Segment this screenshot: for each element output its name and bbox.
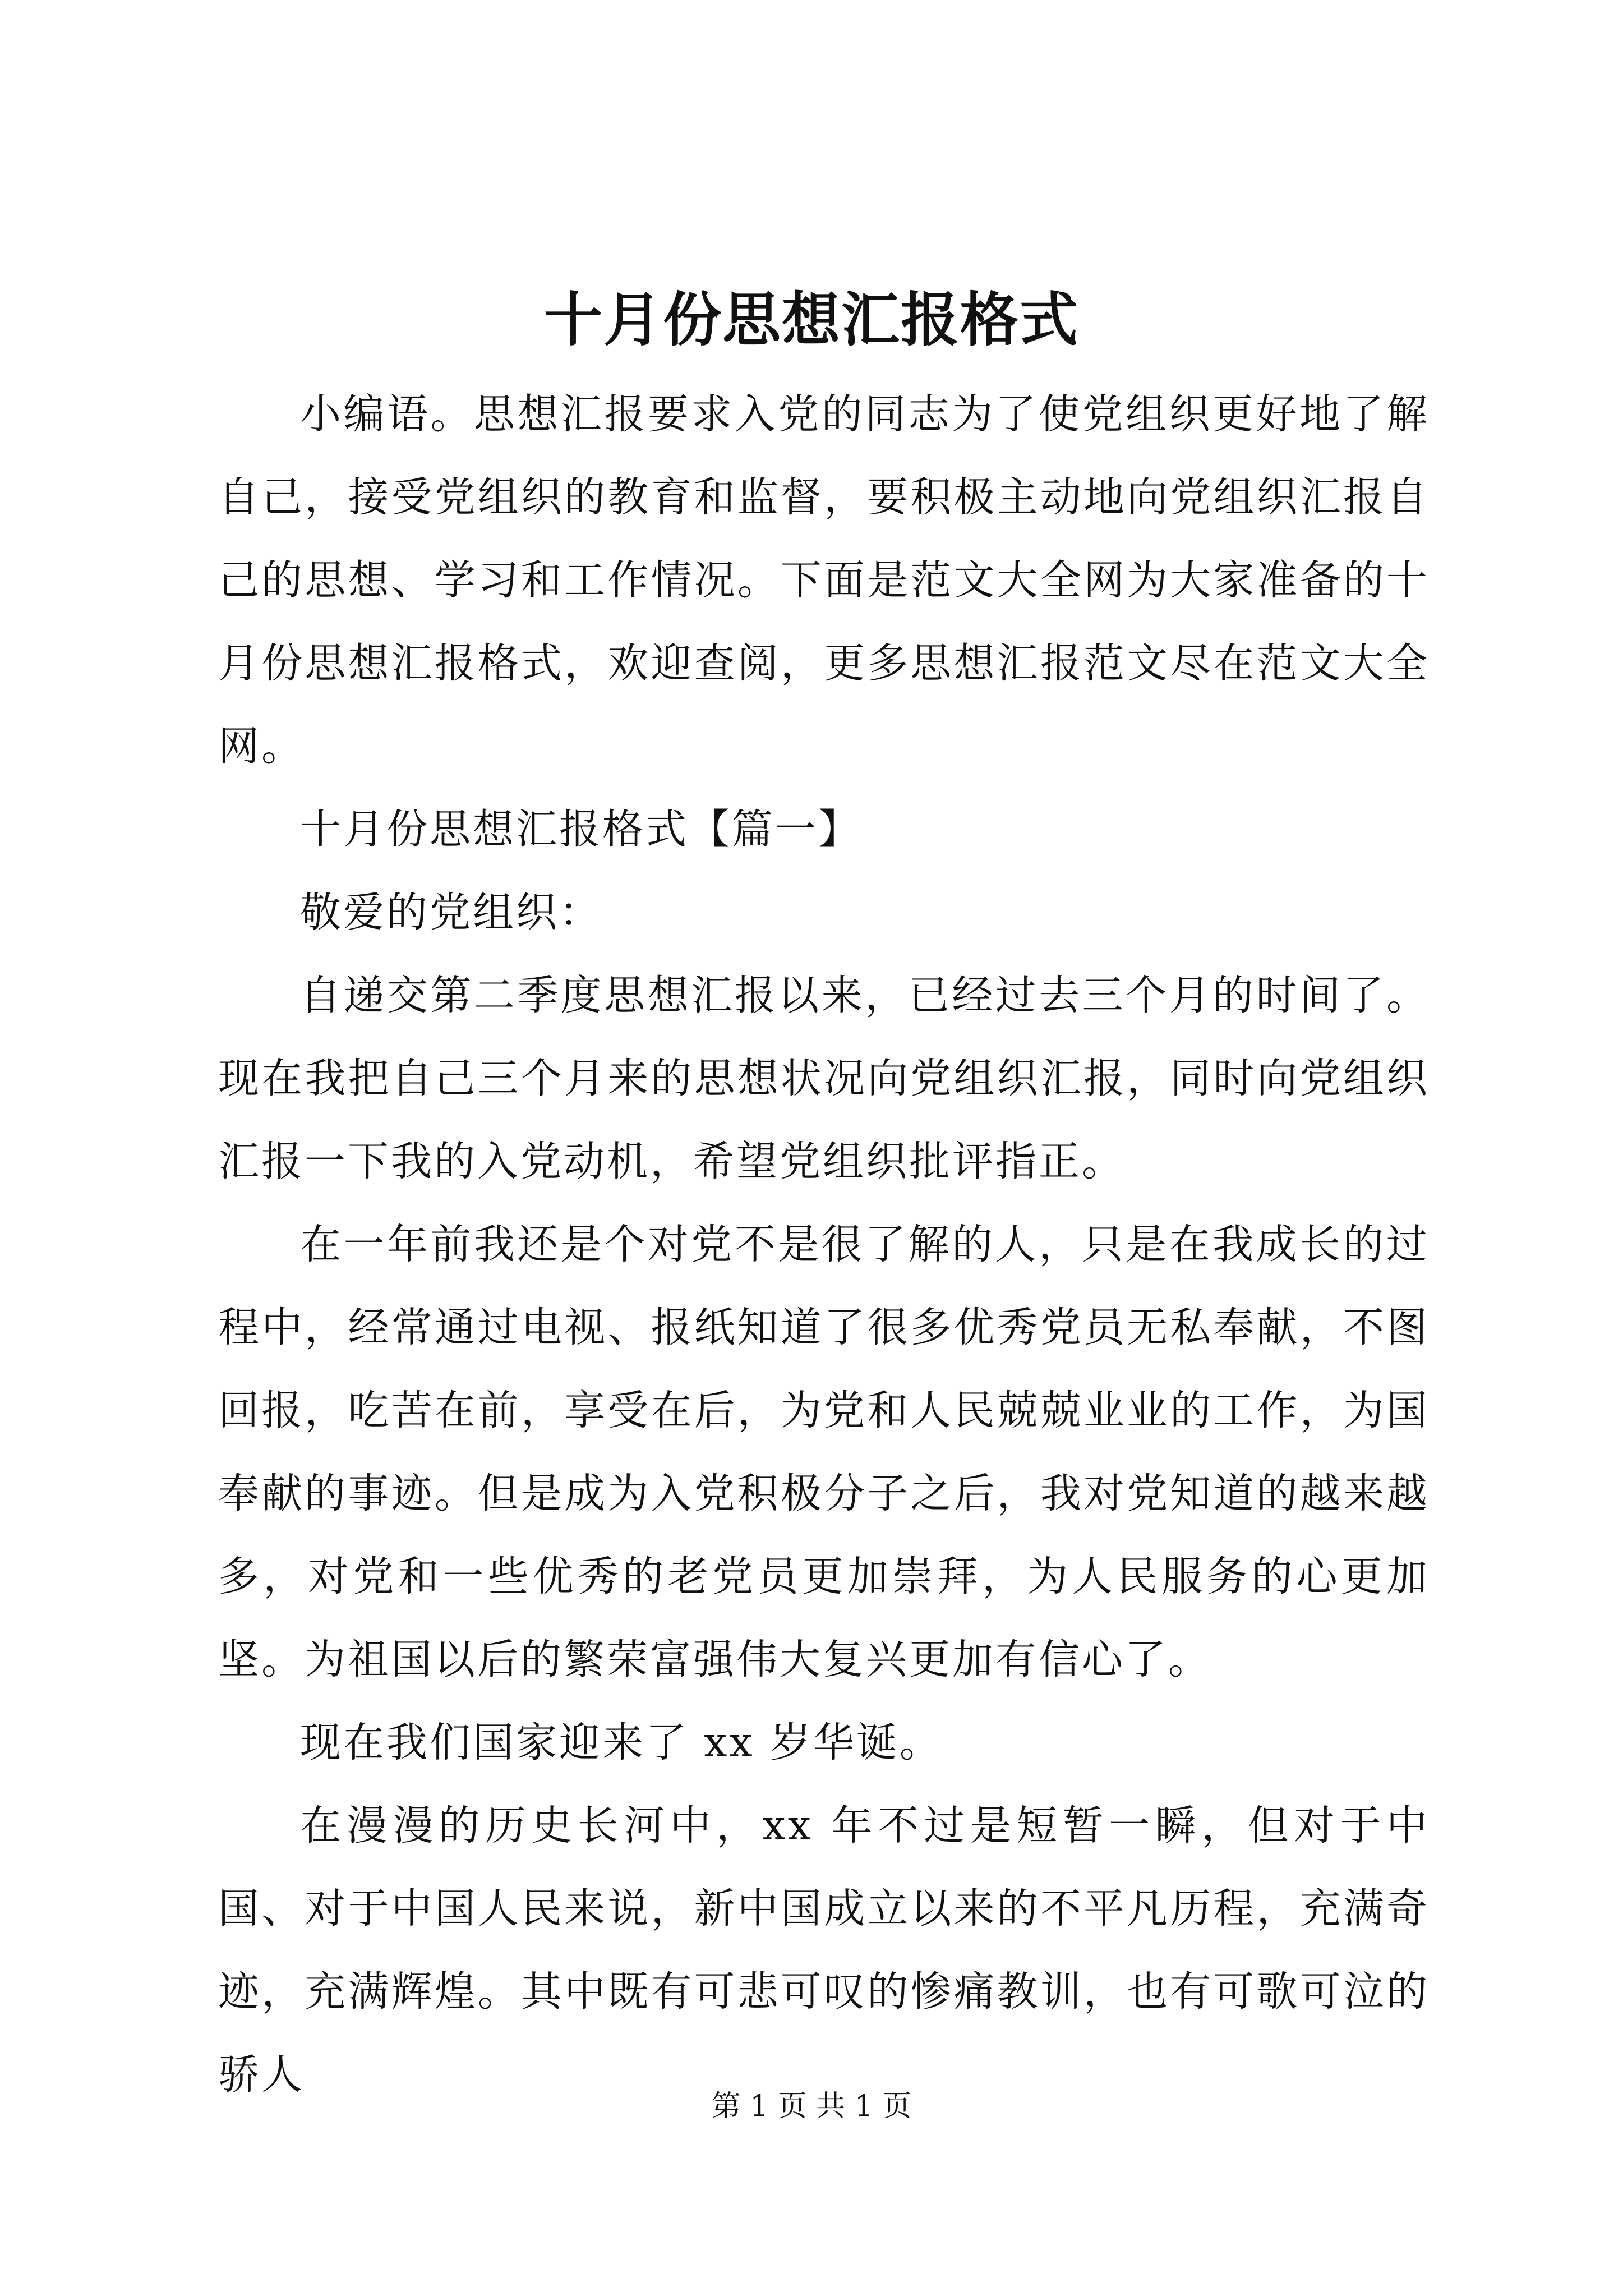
paragraph-section-heading: 十月份思想汇报格式【篇一】: [300, 806, 861, 853]
document-body: [218, 373, 1430, 2116]
paragraph: 在漫漫的历史长河中，xx 年不过是短暂一瞬，但对于中国、对于中国人民来说，新中国成立以来的不平凡历程，充满奇迹，充满辉煌。其中既有可悲可叹的惨痛教训，也有可歌可泣的骄人: [218, 1802, 1430, 2099]
paragraph-salutation: 敬爱的党组织：: [300, 889, 602, 936]
paragraph: 现在我们国家迎来了 xx 岁华诞。: [300, 1719, 943, 1766]
paragraph-intro: 小编语。思想汇报要求入党的同志为了使党组织更好地了解自己，接受党组织的教育和监督，要积极主动地向党组织汇报自己的思想、学习和工作情况。下面是范文大全网为大家准备的十月份思想汇报格式，欢迎查阅，更多思想汇报范文尽在范文大全网。: [218, 390, 1430, 770]
page-footer: 第 1 页 共 1 页: [711, 2090, 912, 2123]
paragraph: 自递交第二季度思想汇报以来，已经过去三个月的时间了。现在我把自己三个月来的思想状况向党组织汇报，同时向党组织汇报一下我的入党动机，希望党组织批评指正。: [218, 972, 1430, 1185]
document-title: 十月份思想汇报格式: [543, 285, 1079, 354]
paragraph: 在一年前我还是个对党不是很了解的人，只是在我成长的过程中，经常通过电视、报纸知道了很多优秀党员无私奉献，不图回报，吃苦在前，享受在后，为党和人民兢兢业业的工作，为国奉献的事迹。但是成为入党积极分子之后，我对党知道的越来越多，对党和一些优秀的老党员更加崇拜，为人民服务的心更加坚。为祖国以后的繁荣富强伟大复兴更加有信心了。: [218, 1221, 1430, 1683]
